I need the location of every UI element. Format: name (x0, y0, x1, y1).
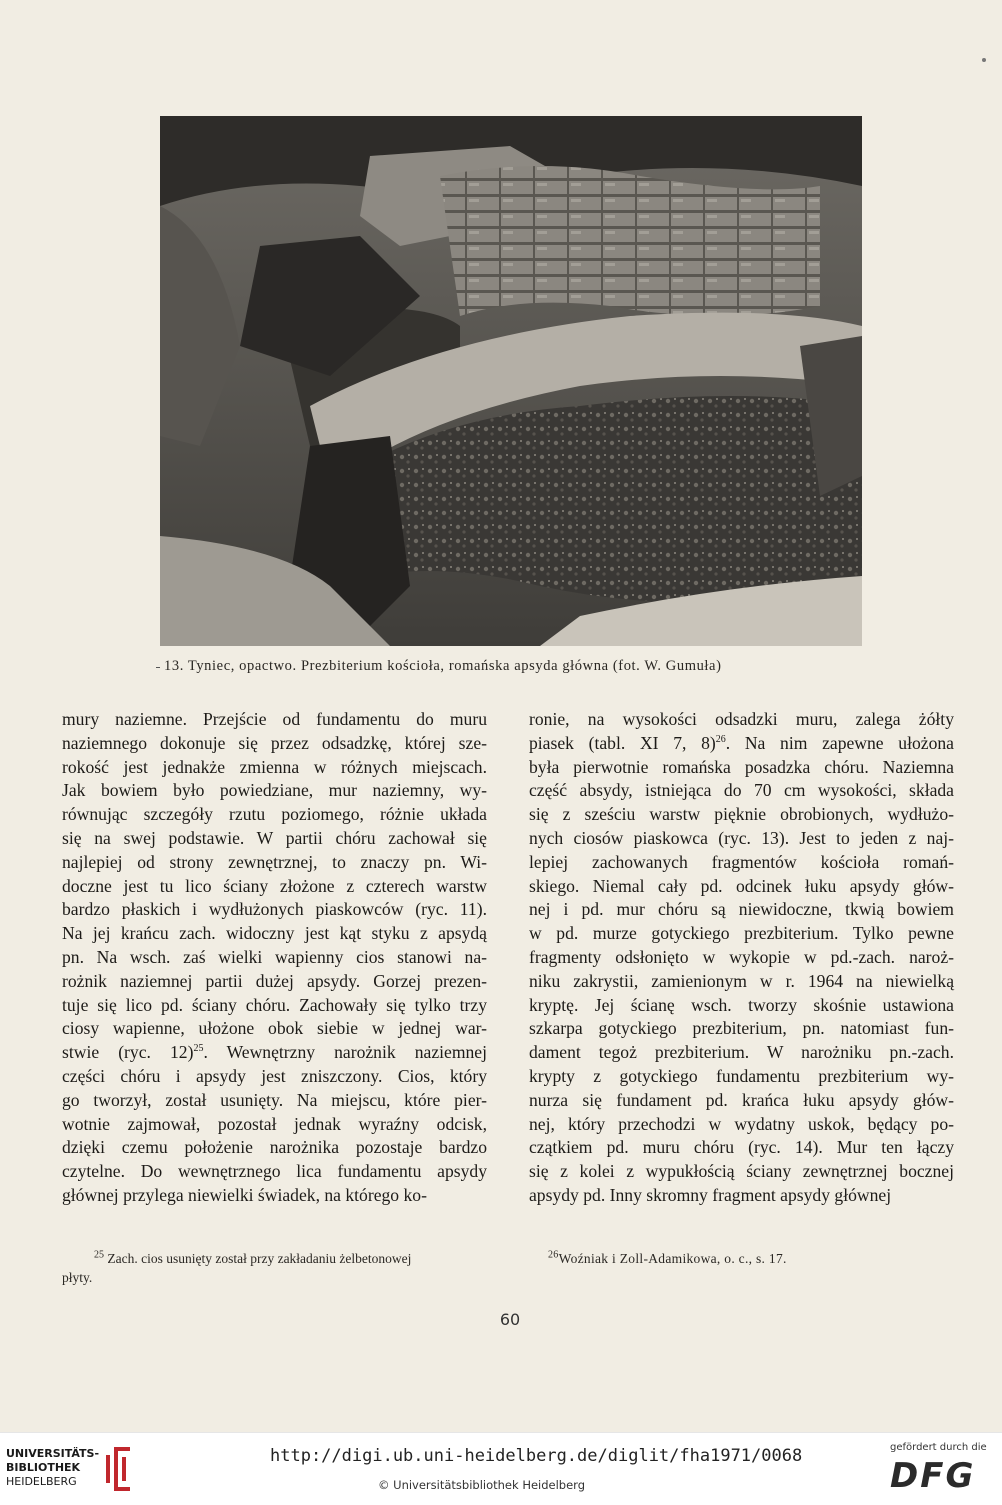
copyright-notice: © Universitätsbibliothek Heidelberg (378, 1478, 586, 1492)
text-line: nej i pd. mur chóru są niewidoczne, tkwią bowiem (529, 899, 954, 920)
footnote-25-text: Zach. cios usunięty został przy zakładaniu żelbetonowej (107, 1251, 412, 1266)
footnote-25-number: 25 (94, 1249, 104, 1261)
text-line: się z kolei z wypukłością ściany zewnętrznej bocznej (529, 1161, 954, 1182)
library-logo-text[interactable] (6, 1447, 99, 1489)
library-name-line3: HEIDELBERG (6, 1475, 77, 1488)
footnote-25-line1 (62, 1249, 492, 1268)
text-line: się z sześciu warstw pięknie obrobionych, wydłużo- (529, 804, 954, 825)
text-line: była pierwotnie romańska posadzka chóru. Naziemna (529, 756, 954, 777)
footnote-26 (548, 1249, 948, 1268)
text-line: nurza się fundament pd. krańca łuku apsydy głów- (529, 1089, 954, 1110)
text-line-with-footnote (529, 732, 954, 756)
text-line: czątkiem pd. muru chóru (ryc. 14). Mur ten łączy (529, 1137, 954, 1158)
footnote-ref-26: 26 (715, 733, 726, 745)
text-line: czytelne. Do wewnętrznego lica fundamentu apsydy (62, 1161, 487, 1182)
permalink-url[interactable]: http://digi.ub.uni-heidelberg.de/diglit/fha1971/0068 (270, 1446, 803, 1466)
text-line: skiego. Niemal cały pd. odcinek łuku apsydy głów- (529, 875, 954, 896)
caption-tick (156, 667, 160, 668)
text-line: w pd. murze gotyckiego prezbiterium. Tylko pewne (529, 923, 954, 944)
figure-caption: 13. Tyniec, opactwo. Prezbiterium kościoła, romańska apsyda główna (fot. W. Gumuła) (164, 658, 722, 674)
text-line-start: piasek (tabl. XI 7, 8) (529, 732, 716, 753)
text-line: apsydy pd. Inny skromny fragment apsydy głównej (529, 1184, 892, 1205)
text-line: część absydy, istniejąca do 70 cm wysokości, składa (529, 780, 954, 801)
library-name-line2: BIBLIOTHEK (6, 1461, 81, 1474)
library-name-line1: UNIVERSITÄTS- (6, 1447, 100, 1460)
apse-photograph (160, 116, 862, 646)
text-line: się na swej podstawie. W partii chóru zachował się (62, 827, 487, 848)
text-line: wotnie zajmował, pozostał jednak wyraźny odcisk, (62, 1113, 487, 1134)
text-line: lepiej zachowanych fragmentów kościoła romań- (529, 851, 954, 872)
viewer-footer (0, 1432, 1002, 1505)
text-line: dzięki czemu położenie narożnika pozostaje bardzo (62, 1137, 487, 1158)
text-line: równując szczegóły rzutu poziomego, różnie układa (62, 804, 487, 825)
text-line: najlepiej od strony zewnętrznej, to znaczy pn. Wi- (62, 851, 487, 872)
library-logo-icon (100, 1443, 140, 1495)
page-number: 60 (499, 1310, 521, 1329)
text-line: rożnik naziemnej partii dużej apsydy. Gorzej prezen- (62, 970, 487, 991)
text-line: tuje się lico pd. ściany chóru. Zachowały się tylko trzy (62, 994, 487, 1015)
left-text-column (62, 708, 487, 1208)
text-line: go tworzył, został usunięty. Na miejscu, które pier- (62, 1089, 487, 1110)
text-line: ciosy wapienne, ułożone obok siebie w jednej war- (62, 1018, 487, 1039)
text-line-with-footnote (62, 1041, 487, 1065)
text-line-end: . Wewnętrzny narożnik naziemnej (203, 1042, 488, 1063)
text-line: pn. Na wsch. zaś wielki wapienny cios stanowi na- (62, 946, 487, 967)
text-line-end: . Na nim zapewne ułożona (725, 732, 954, 753)
text-line: bardzo płaskich i wydłużonych piaskowców (ryc. 11). (62, 899, 487, 920)
text-line: szkarpa gotyckiego prezbiterium, pn. natomiast fun- (529, 1018, 954, 1039)
right-text-column (529, 708, 954, 1208)
footnote-25 (62, 1249, 492, 1287)
footnote-25-line2: płyty. (62, 1270, 93, 1285)
text-line: części chóru i apsydy jest zniszczony. Cios, który (62, 1065, 487, 1086)
text-line: Jak bowiem było powiedziane, mur naziemny, wy- (62, 780, 487, 801)
footnote-26-text: Woźniak i Zoll-Adamikowa, o. c., s. 17. (558, 1251, 787, 1266)
scan-mark (982, 58, 986, 62)
text-line: ronie, na wysokości odsadzki muru, zalega żółty (529, 709, 954, 729)
funder-label: gefördert durch die (890, 1442, 987, 1453)
text-line: nej, który przechodzi w wydatny uskok, będący po- (529, 1113, 954, 1134)
text-line: doczne jest tu lico ściany złożone z czterech warstw (62, 875, 487, 896)
text-line: głównej przylega niewielki świadek, na którego ko- (62, 1184, 427, 1205)
figure-photo (160, 116, 862, 646)
text-line: mury naziemne. Przejście od fundamentu do muru (62, 709, 487, 729)
dfg-logo[interactable]: DFG (890, 1456, 976, 1496)
text-line: nych ciosów piaskowca (ryc. 13). Jest to jeden z naj- (529, 827, 954, 848)
text-line: rokość jest jednakże zmienna w różnych miejscach. (62, 756, 487, 777)
text-line-start: stwie (ryc. 12) (62, 1042, 194, 1063)
text-line: kryptę. Jej ścianę wsch. tworzy skośnie ustawiona (529, 994, 954, 1015)
text-line: krypty z gotyckiego fundamentu prezbiterium wy- (529, 1065, 954, 1086)
text-line: dament tegoż prezbiterium. W narożniku pn.-zach. (529, 1042, 954, 1063)
footnote-26-number: 26 (548, 1249, 559, 1261)
text-line: Na jej krańcu zach. widoczny jest kąt styku z apsydą (62, 923, 487, 944)
text-line: naziemnego dokonuje się przez odsadzkę, której sze- (62, 732, 487, 753)
text-line: fragmenty odsłonięto w wykopie w pd.-zach. naroż- (529, 946, 954, 967)
text-line: niku zakrystii, zamienionym w r. 1964 na niewielką (529, 970, 954, 991)
footnote-ref-25: 25 (193, 1043, 204, 1055)
